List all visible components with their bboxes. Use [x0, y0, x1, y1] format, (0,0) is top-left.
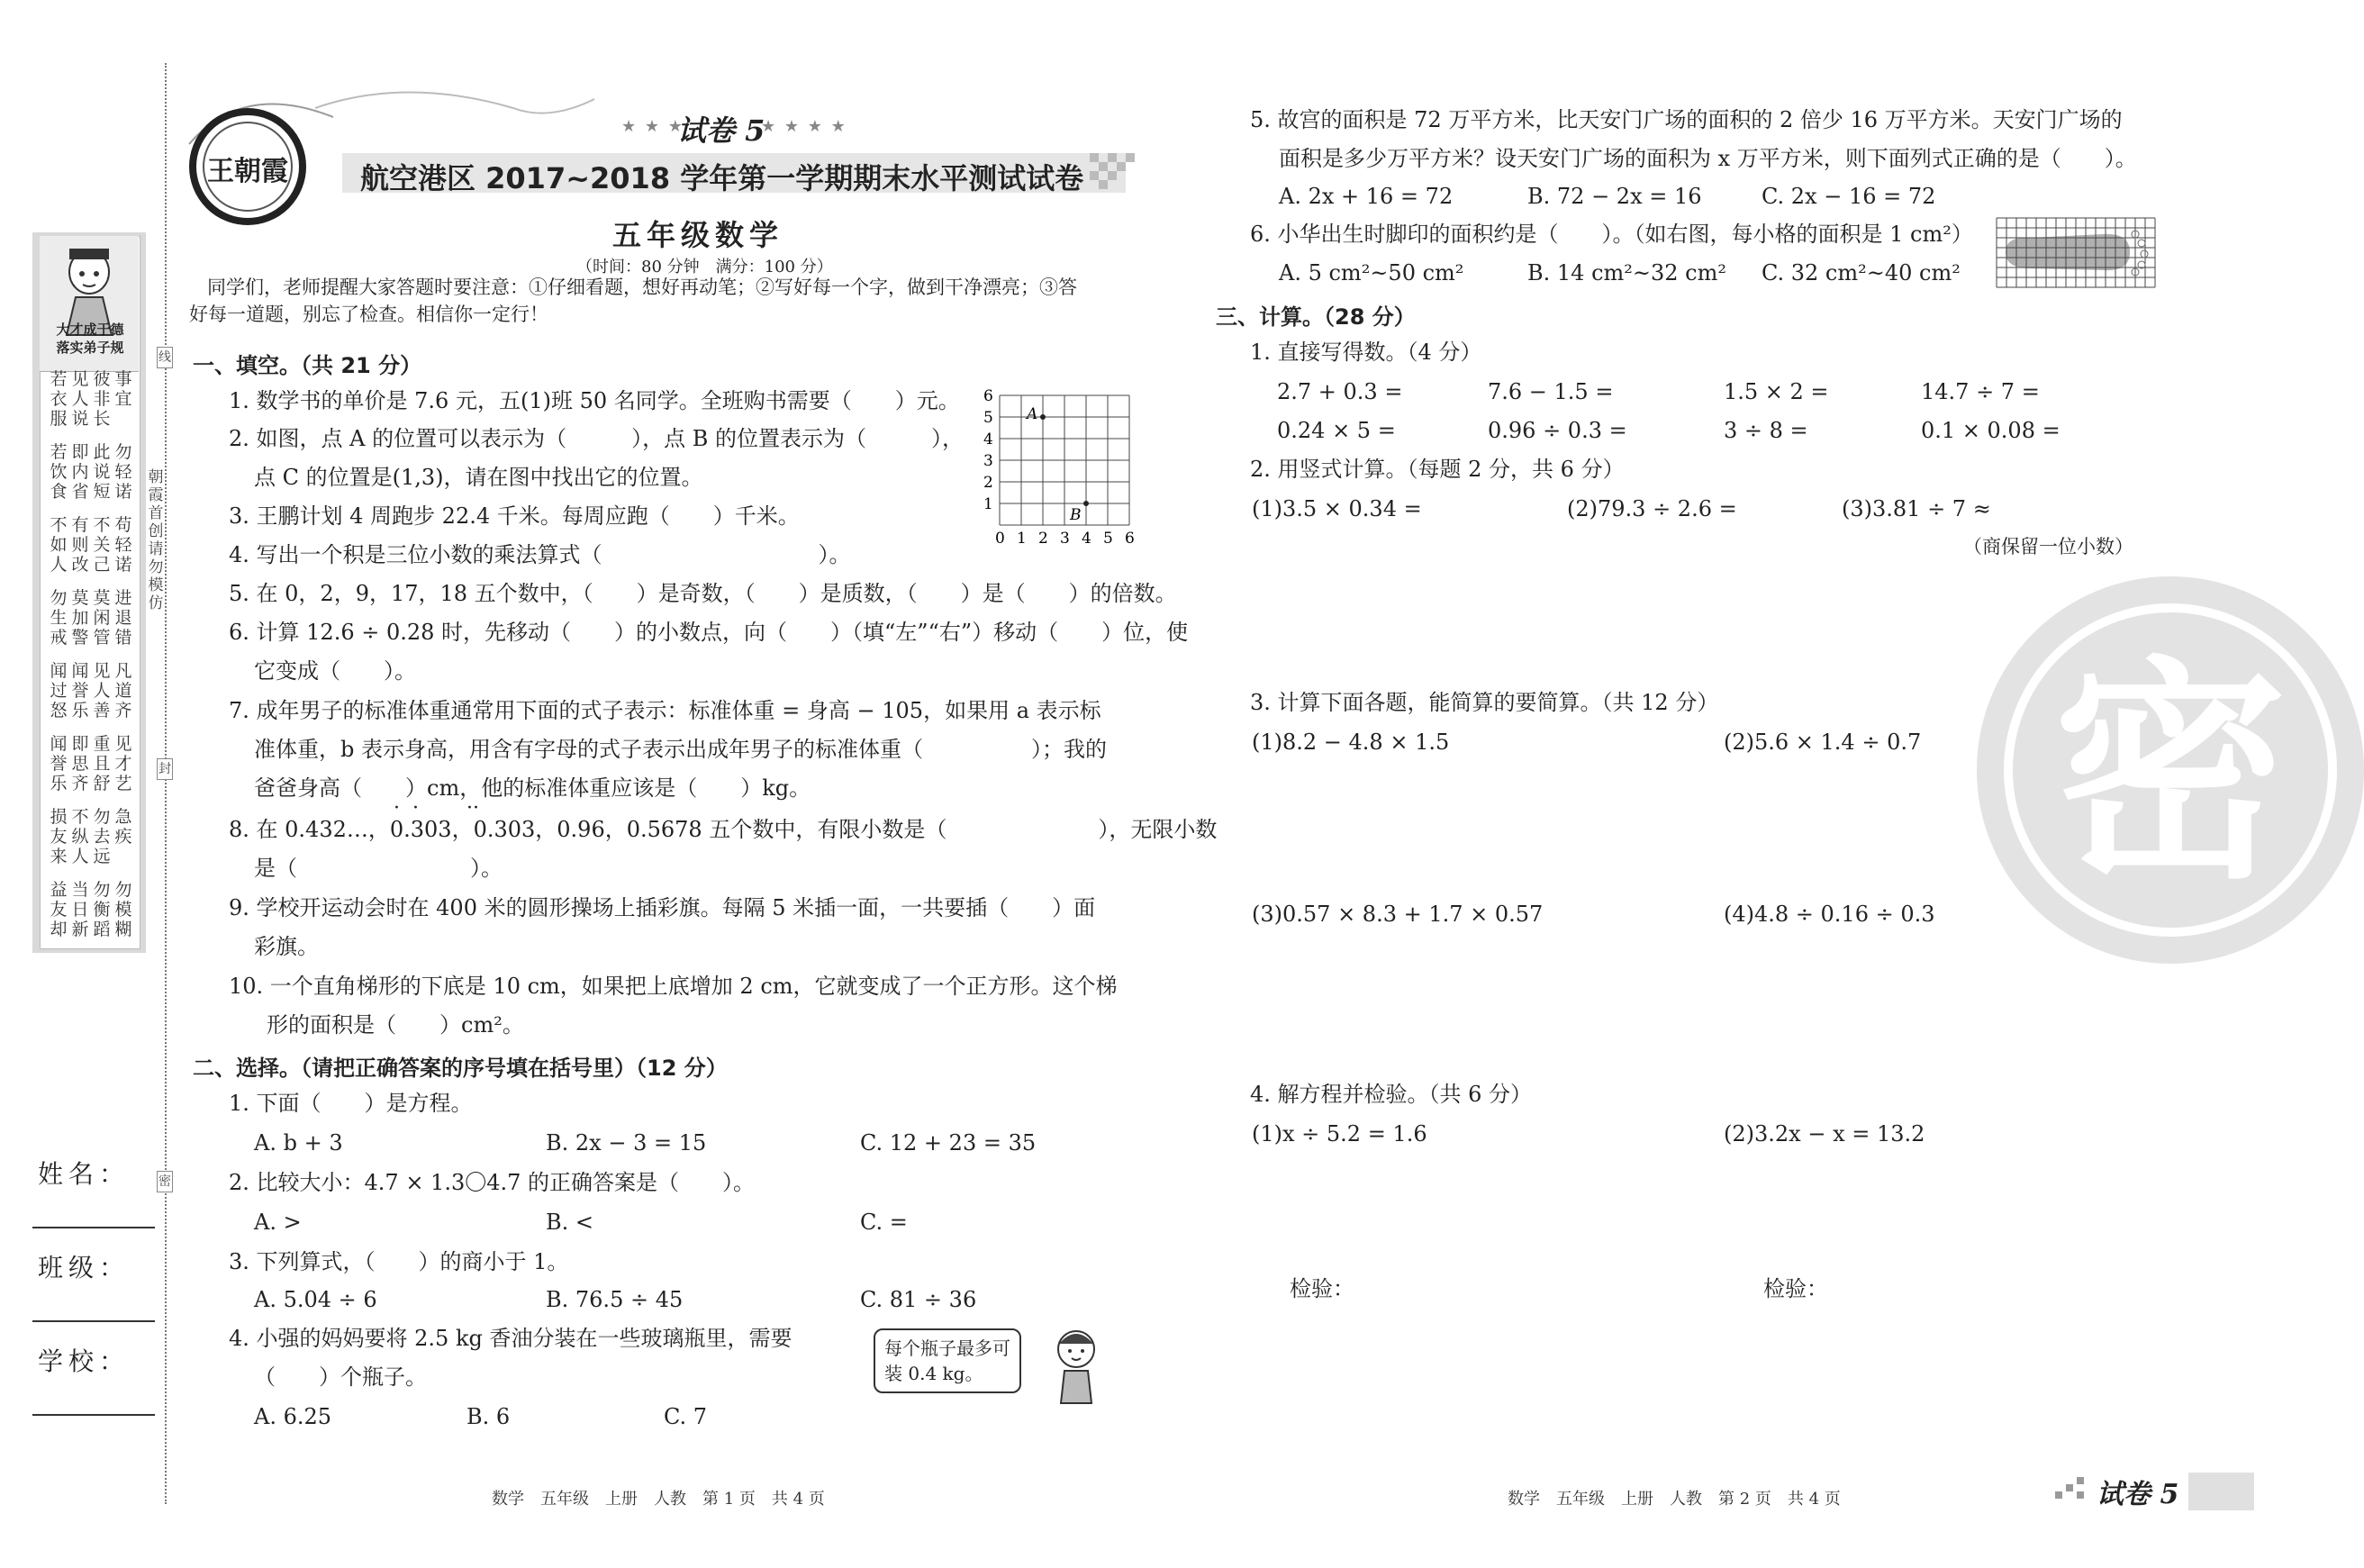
grid-y-tick: 5 [983, 409, 993, 427]
s1-q5: 5. 在 0，2，9，17，18 五个数中，（ ）是奇数，（ ）是质数，（ ）是（ ）的倍数。 [229, 581, 1177, 606]
grid-x-tick: 1 [1017, 530, 1027, 548]
s2-q1-option-b: B. 2x − 3 = 15 [546, 1130, 707, 1156]
s3-p1-item-8: 0.1 × 0.08 = [1921, 418, 2061, 443]
footer-page-2: 数学 五年级 上册 人教 第 2 页 共 4 页 [1508, 1490, 1841, 1509]
point-b-dot [1083, 501, 1089, 506]
s2-q3-option-c: C. 81 ÷ 36 [860, 1287, 977, 1312]
s3-p3-item-3: (3)0.57 × 8.3 + 1.7 × 0.57 [1252, 902, 1544, 927]
s2-q2-option-a: A. > [254, 1210, 302, 1235]
section1-title: 一、填空。（共 21 分） [193, 353, 422, 378]
point-a-dot [1040, 414, 1046, 420]
s1-q10-cont: 形的面积是（ ）cm²。 [267, 1012, 524, 1038]
point-a-label: A [1027, 405, 1038, 423]
intro-line-2: 好每一道题，别忘了检查。相信你一定行！ [189, 304, 548, 325]
proverb-column: 事宜 [114, 369, 132, 409]
speech-bubble [874, 1328, 1021, 1393]
grid-x-tick: 6 [1125, 530, 1135, 548]
s1-q1: 1. 数学书的单价是 7.6 元，五(1)班 50 名同学。全班购书需要（ ）元。 [229, 388, 960, 413]
proverb-column: 重且舒 [93, 734, 111, 793]
proverb-column: 勿模糊 [114, 880, 132, 939]
s2-q1-option-c: C. 12 + 23 = 35 [860, 1130, 1037, 1156]
intro-line-1: 同学们，老师提醒大家答题时要注意：①仔细看题，想好再动笔；②写好每一个字，做到干净漂亮；③答 [207, 276, 1077, 298]
s3-p1-item-4: 14.7 ÷ 7 = [1921, 379, 2040, 404]
repeating-dots-1: · · [394, 797, 419, 820]
margin-label-line: 线 [157, 347, 173, 368]
proverb-column: 若饮食 [50, 442, 68, 502]
s1-q9: 9. 学校开运动会时在 400 米的圆形操场上插彩旗。每隔 5 米插一面，一共要插（ ）面 [229, 895, 1096, 920]
s3-p1-item-2: 7.6 − 1.5 = [1488, 379, 1614, 404]
s1-q8: 8. 在 0.432…，0.303，0.303，0.96，0.5678 五个数中，有限小数是（ ），无限小数 [229, 817, 1218, 842]
s2-q6: 6. 小华出生时脚印的面积约是（ ）。（如右图，每小格的面积是 1 cm²） [1250, 222, 1973, 247]
s1-q4: 4. 写出一个积是三位小数的乘法算式（ ）。 [229, 542, 851, 567]
s2-q6-option-c: C. 32 cm²~40 cm² [1762, 260, 1961, 286]
exam-title: 航空港区 2017~2018 学年第一学期期末水平测试试卷 [360, 161, 1084, 195]
proverb-column: 当日新 [71, 880, 89, 939]
s3-p4-item-2: (2)3.2x − x = 13.2 [1724, 1121, 1925, 1147]
section2-title: 二、选择。（请把正确答案的序号填在括号里）（12 分） [193, 1056, 728, 1081]
s2-q1: 1. 下面（ ）是方程。 [229, 1091, 473, 1116]
check-label-2: 检验： [1763, 1276, 1828, 1301]
stars-left: ★ ★ ★ [621, 117, 684, 136]
margin-label-secret: 密 [157, 1171, 173, 1192]
corner-band [2188, 1473, 2254, 1510]
s2-q5-cont: 面积是多少万平方米？设天安门广场的面积为 x 万平方米，则下面列式正确的是（ ）。 [1279, 146, 2137, 171]
proverb-column: 益友却 [50, 880, 68, 939]
proverb-column: 此说短 [93, 442, 111, 502]
margin-label-seal: 封 [157, 758, 173, 780]
grid-x-tick: 0 [995, 530, 1005, 548]
grid-y-tick: 6 [983, 387, 993, 405]
proverb-column: 不关己 [93, 515, 111, 575]
grid-x-tick: 3 [1060, 530, 1070, 548]
proverb-column: 勿衡蹈 [93, 880, 111, 939]
s1-q2-cont: 点 C 的位置是(1,3)，请在图中找出它的位置。 [254, 465, 703, 490]
s3-p2-note: （商保留一位小数） [1963, 536, 2133, 557]
s3-p1-item-3: 1.5 × 2 = [1724, 379, 1829, 404]
subject-title: 五年级数学 [612, 218, 784, 252]
s2-q4-option-a: A. 6.25 [254, 1404, 332, 1429]
paper-number: 试卷 5 [677, 113, 765, 148]
boy-illustration [1045, 1324, 1108, 1405]
s2-q4: 4. 小强的妈妈要将 2.5 kg 香油分装在一些玻璃瓶里，需要 [229, 1326, 793, 1351]
secret-seal-char: 密 [2053, 639, 2287, 911]
footprint-grid-figure [1995, 216, 2161, 299]
s2-q2: 2. 比较大小：4.7 × 1.3〇4.7 的正确答案是（ ）。 [229, 1170, 756, 1195]
brand-logo-text: 王朝霞 [207, 156, 288, 187]
footer-page-1: 数学 五年级 上册 人教 第 1 页 共 4 页 [492, 1490, 825, 1509]
s2-q3-option-b: B. 76.5 ÷ 45 [546, 1287, 684, 1312]
coordinate-grid-figure [973, 387, 1135, 551]
proverb-column: 苟轻诺 [114, 515, 132, 575]
s2-q5-option-c: C. 2x − 16 = 72 [1762, 184, 1936, 209]
proverb-column: 闻誉乐 [50, 734, 68, 793]
school-label: 学校： [38, 1346, 131, 1376]
s3-p2-item-1: (1)3.5 × 0.34 = [1252, 496, 1422, 521]
proverb-column: 闻誉乐 [71, 661, 89, 721]
s3-part2-title: 2. 用竖式计算。（每题 2 分，共 6 分） [1250, 457, 1625, 482]
proverb-column: 闻过怒 [50, 661, 68, 721]
grid-y-tick: 1 [983, 495, 993, 513]
s2-q3-option-a: A. 5.04 ÷ 6 [254, 1287, 377, 1312]
proverb-column: 勿轻诺 [114, 442, 132, 502]
footprint-shape [2006, 234, 2130, 270]
grid-x-tick: 2 [1038, 530, 1048, 548]
proverb-column: 见人说 [71, 369, 89, 429]
s2-q4-option-c: C. 7 [664, 1404, 708, 1429]
proverb-column: 莫闲管 [93, 588, 111, 648]
proverb-column: 勿去远 [93, 807, 111, 866]
title-checker-decoration [1090, 153, 1144, 193]
grid-y-tick: 2 [983, 474, 993, 492]
proverb-column: 有则改 [71, 515, 89, 575]
s2-q6-option-a: A. 5 cm²~50 cm² [1279, 260, 1464, 286]
s2-q5-option-b: B. 72 − 2x = 16 [1527, 184, 1702, 209]
grid-y-tick: 3 [983, 452, 993, 470]
proverb-column: 急疾 [114, 807, 132, 847]
proverb-column: 即思齐 [71, 734, 89, 793]
school-line[interactable] [32, 1414, 155, 1416]
proverb-column: 即内省 [71, 442, 89, 502]
binding-dashed-line [165, 63, 167, 1504]
check-label-1: 检验： [1290, 1276, 1354, 1301]
s2-q2-option-b: B. < [546, 1210, 594, 1235]
s3-p2-item-2: (2)79.3 ÷ 2.6 = [1567, 496, 1737, 521]
s1-q2: 2. 如图，点 A 的位置可以表示为（ ），点 B 的位置表示为（ ）， [229, 426, 965, 451]
s3-p3-item-4: (4)4.8 ÷ 0.16 ÷ 0.3 [1724, 902, 1935, 927]
s1-q8-cont: 是（ ）。 [254, 856, 503, 881]
bubble-line-2: 装 0.4 kg。 [884, 1363, 983, 1384]
s3-p1-item-1: 2.7 + 0.3 = [1277, 379, 1403, 404]
grid-x-tick: 4 [1082, 530, 1091, 548]
s3-p1-item-6: 0.96 ÷ 0.3 = [1488, 418, 1627, 443]
proverb-column: 莫加警 [71, 588, 89, 648]
name-line[interactable] [32, 1227, 155, 1228]
s1-q7: 7. 成年男子的标准体重通常用下面的式子表示：标准体重 = 身高 − 105，如果用 a 表示标 [229, 698, 1101, 723]
proverb-column: 若衣服 [50, 369, 68, 429]
s2-q1-option-a: A. b + 3 [254, 1130, 343, 1156]
class-line[interactable] [32, 1320, 155, 1322]
s1-q6-cont: 它变成（ ）。 [254, 658, 416, 684]
s3-p1-item-7: 3 ÷ 8 = [1724, 418, 1808, 443]
s1-q6: 6. 计算 12.6 ÷ 0.28 时，先移动（ ）的小数点，向（ ）（填“左”“右”）移动（ ）位，使 [229, 620, 1189, 645]
corner-paper-label: 试卷 5 [2097, 1479, 2179, 1510]
proverb-column: 见人善 [93, 661, 111, 721]
point-b-label: B [1070, 506, 1082, 524]
proverb-column: 彼非长 [93, 369, 111, 429]
s1-q9-cont: 彩旗。 [254, 934, 319, 959]
grid-y-tick: 4 [983, 431, 993, 449]
proverb-column: 进退错 [114, 588, 132, 648]
proverb-column: 损友来 [50, 807, 68, 866]
section3-title: 三、计算。（28 分） [1216, 304, 1416, 330]
s1-q3: 3. 王鹏计划 4 周跑步 22.4 千米。每周应跑（ ）千米。 [229, 503, 800, 529]
time-info: （时间：80 分钟 满分：100 分） [576, 258, 833, 276]
proverb-column: 勿生戒 [50, 588, 68, 648]
proverb-column: 不纵人 [71, 807, 89, 866]
s1-q7-cont1: 准体重，b 表示身高，用含有字母的式子表示出成年男子的标准体重（ ）；我的 [254, 737, 1107, 762]
proverb-column: 见才艺 [114, 734, 132, 793]
s3-part4-title: 4. 解方程并检验。（共 6 分） [1250, 1082, 1533, 1107]
motto-line-2: 落实弟子规 [56, 340, 124, 356]
s1-q7-cont2: 爸爸身高（ ）cm，他的标准体重应该是（ ）kg。 [254, 775, 811, 801]
s3-p1-item-5: 0.24 × 5 = [1277, 418, 1396, 443]
s2-q6-option-b: B. 14 cm²~32 cm² [1527, 260, 1726, 286]
s3-p3-item-2: (2)5.6 × 1.4 ÷ 0.7 [1724, 730, 1922, 755]
toe-mark [2138, 240, 2145, 247]
s3-part1-title: 1. 直接写得数。（4 分） [1250, 340, 1482, 365]
s3-p4-item-1: (1)x ÷ 5.2 = 1.6 [1252, 1121, 1427, 1147]
s2-q5: 5. 故宫的面积是 72 万平方米，比天安门广场的面积的 2 倍少 16 万平方米。天安门广场的 [1250, 107, 2123, 132]
proverb-column: 凡道齐 [114, 661, 132, 721]
grid-x-tick: 5 [1103, 530, 1113, 548]
stars-right: ★ ★ ★ ★ [761, 117, 847, 136]
s3-part3-title: 3. 计算下面各题，能简算的要简算。（共 12 分） [1250, 690, 1719, 715]
proverb-column: 不如人 [50, 515, 68, 575]
s3-p3-item-1: (1)8.2 − 4.8 × 1.5 [1252, 730, 1450, 755]
motto-line-1: 大才成于德 [56, 322, 124, 338]
repeating-dots-2: ·· [466, 797, 479, 820]
s2-q4-option-b: B. 6 [466, 1404, 511, 1429]
class-label: 班级： [38, 1253, 131, 1282]
s2-q4-cont: （ ）个瓶子。 [254, 1364, 427, 1390]
s3-p2-item-3: (3)3.81 ÷ 7 ≈ [1842, 496, 1991, 521]
s2-q3: 3. 下列算式，（ ）的商小于 1。 [229, 1249, 569, 1274]
toe-mark [2141, 250, 2148, 258]
bubble-line-1: 每个瓶子最多可 [884, 1337, 1010, 1359]
s1-q10: 10. 一个直角梯形的下底是 10 cm，如果把上底增加 2 cm，它就变成了一个正方形。这个梯 [229, 974, 1118, 999]
name-label: 姓名： [38, 1159, 131, 1189]
copyright-notice: 朝霞首创 请勿模仿 [148, 468, 164, 612]
corner-checker-decoration [2055, 1477, 2091, 1504]
s2-q5-option-a: A. 2x + 16 = 72 [1279, 184, 1454, 209]
s2-q2-option-c: C. = [860, 1210, 908, 1235]
